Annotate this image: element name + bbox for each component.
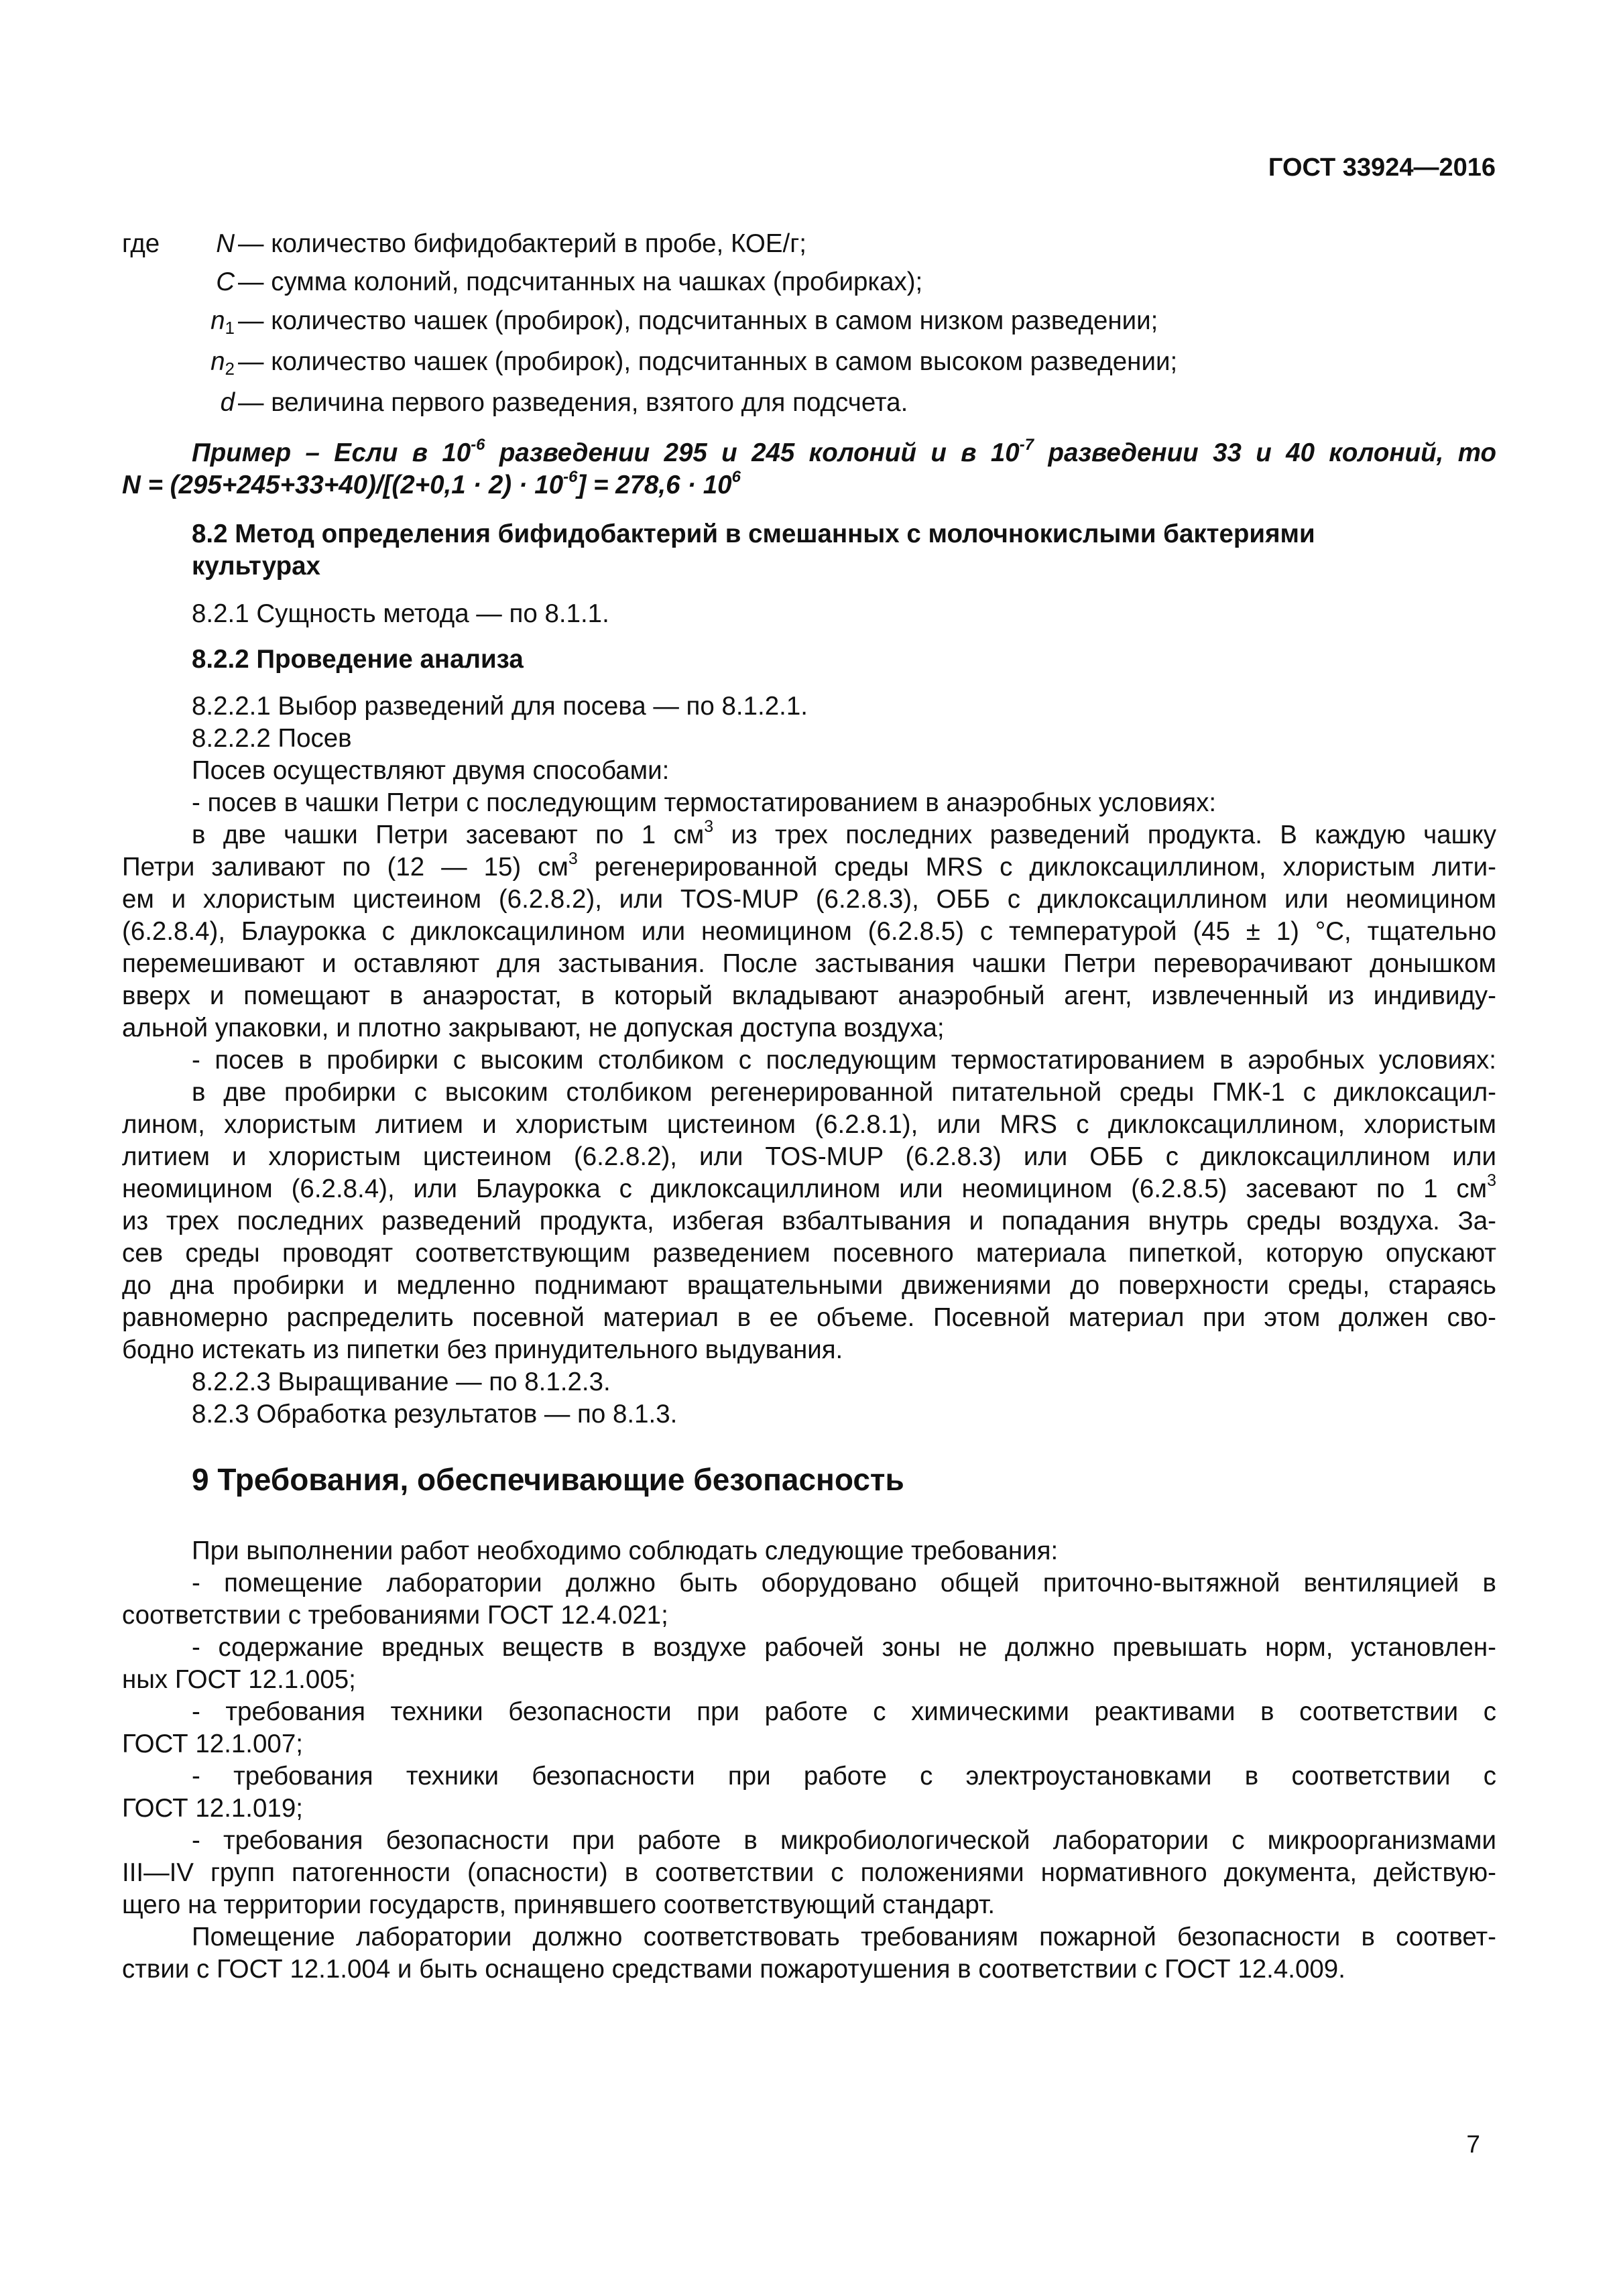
section-heading-continuation: культурах xyxy=(192,552,320,581)
legend-description: — сумма колоний, подсчитанных на чашках (пробирках); xyxy=(238,267,923,296)
section-heading: 9 Требования, обеспечивающие безопасность xyxy=(192,1462,904,1497)
list-item-continuation: соответствии с требованиями ГОСТ 12.4.021; xyxy=(122,1601,668,1630)
subsection-heading: 8.2.2 Проведение анализа xyxy=(192,645,524,674)
list-item-continuation: III—IV групп патогенности (опасности) в соответствии с положениями нормативного документа, действую- xyxy=(122,1858,1496,1887)
paragraph-line: Петри заливают по (12 — 15) $см^3$ регенерированной среды MRS с диклоксациллином, хлористым лити- xyxy=(122,849,1496,882)
legend-variable: $n_2$ xyxy=(211,347,235,379)
paragraph-line: ствии с ГОСТ 12.1.004 и быть оснащено средствами пожаротушения в соответствии с ГОСТ 12.4.009. xyxy=(122,1955,1345,1984)
legend-variable: N xyxy=(216,229,235,258)
list-item: - помещение лаборатории должно быть оборудовано общей приточно-вытяжной вентиляцией в xyxy=(192,1569,1496,1597)
legend-description: — величина первого разведения, взятого для подсчета. xyxy=(238,388,908,417)
list-item-continuation: щего на территории государств, принявшего соответствующий стандарт. xyxy=(122,1890,996,1919)
list-item: - посев в чашки Петри с последующим термостатированием в анаэробных условиях: xyxy=(192,788,1217,817)
legend-variable: d xyxy=(220,388,235,417)
paragraph-line: При выполнении работ необходимо соблюдать следующие требования: xyxy=(192,1536,1059,1565)
paragraph-line: сев среды проводят соответствующим разведением посевного материала пипеткой, которую опускают xyxy=(122,1239,1496,1268)
paragraph-line: литием и хлористым цистеином (6.2.8.2), или TOS-MUP (6.2.8.3) или ОББ с диклоксациллином или xyxy=(122,1142,1496,1171)
paragraph-line: (6.2.8.4), Блаурокка с диклоксацилином или неомицином (6.2.8.5) с температурой (45 ± 1) °С, тщательно xyxy=(122,917,1496,946)
list-item-continuation: ГОСТ 12.1.007; xyxy=(122,1730,303,1758)
example-formula: $N = (295+245+33+40)/[(2+0,1 \cdot 2) \cdot 10^{-6}] = 278,6 \cdot 10^6$ xyxy=(122,468,741,499)
list-item: - посев в пробирки с высоким столбиком с последующим термостатированием в аэробных условиях: xyxy=(192,1046,1496,1075)
list-item: - содержание вредных веществ в воздухе рабочей зоны не должно превышать норм, установлен- xyxy=(192,1633,1496,1662)
section-heading: 8.2 Метод определения бифидобактерий в смешанных с молочнокислыми бактериями xyxy=(192,520,1315,548)
paragraph-line: вверх и помещают в анаэростат, в который вкладывают анаэробный агент, извлеченный из индивиду- xyxy=(122,981,1496,1010)
subsection-8-2-1: 8.2.1 Сущность метода — по 8.1.1. xyxy=(192,599,609,628)
list-item: - требования техники безопасности при работе с электроустановками в соответствии с xyxy=(192,1762,1496,1791)
paragraph-line: равномерно распределить посевной материал в ее объеме. Посевной материал при этом должен сво- xyxy=(122,1303,1496,1332)
clause-8-2-2-3: 8.2.2.3 Выращивание — по 8.1.2.3. xyxy=(192,1368,611,1396)
paragraph-line: из трех последних разведений продукта, избегая взбалтывания и попадания внутрь среды воздуха. За- xyxy=(122,1207,1496,1235)
clause-8-2-2-1: 8.2.2.1 Выбор разведений для посева — по 8.1.2.1. xyxy=(192,692,808,721)
clause-8-2-2-2: 8.2.2.2 Посев xyxy=(192,724,352,753)
paragraph-line: лином, хлористым литием и хлористым цистеином (6.2.8.1), или MRS с диклоксациллином, хлористым xyxy=(122,1110,1496,1139)
paragraph-line: неомицином (6.2.8.4), или Блаурокка с диклоксациллином или неомицином (6.2.8.5) засевают по 1 $см^3$ xyxy=(122,1171,1496,1203)
legend-prefix: где xyxy=(122,229,160,258)
list-item: - требования безопасности при работе в микробиологической лаборатории с микроорганизмами xyxy=(192,1826,1496,1855)
list-item: - требования техники безопасности при работе с химическими реактивами в соответствии с xyxy=(192,1697,1496,1726)
example-line: Пример – Если в $10^{-6}$ разведении 295 и 245 колоний и в $10^{-7}$ разведении 33 и 40 колоний, то xyxy=(192,436,1496,467)
list-item-continuation: ных ГОСТ 12.1.005; xyxy=(122,1665,356,1694)
legend-description: — количество чашек (пробирок), подсчитанных в самом высоком разведении; xyxy=(238,347,1178,376)
paragraph-line: альной упаковки, и плотно закрывают, не допуская доступа воздуха; xyxy=(122,1014,945,1042)
legend-description: — количество чашек (пробирок), подсчитанных в самом низком разведении; xyxy=(238,306,1158,335)
paragraph-line: Помещение лаборатории должно соответствовать требованиям пожарной безопасности в соответ- xyxy=(192,1923,1496,1951)
subsection-8-2-3: 8.2.3 Обработка результатов — по 8.1.3. xyxy=(192,1400,678,1429)
paragraph-line: Посев осуществляют двумя способами: xyxy=(192,756,670,785)
legend-variable: $n_1$ xyxy=(211,306,235,338)
legend-description: — количество бифидобактерий в пробе, КОЕ/г; xyxy=(238,229,806,258)
paragraph-line: перемешивают и оставляют для застывания. После застывания чашки Петри переворачивают донышком xyxy=(122,949,1496,978)
paragraph-line: в две чашки Петри засевают по 1 $см^3$ из трех последних разведений продукта. В каждую чашку xyxy=(192,817,1497,849)
paragraph-line: ем и хлористым цистеином (6.2.8.2), или TOS-MUP (6.2.8.3), ОББ с диклоксациллином или неомицином xyxy=(122,885,1496,914)
paragraph-line: бодно истекать из пипетки без принудительного выдувания. xyxy=(122,1335,843,1364)
paragraph-line: в две пробирки с высоким столбиком регенерированной питательной среды ГМК-1 с диклоксацил- xyxy=(192,1078,1496,1107)
paragraph-line: до дна пробирки и медленно поднимают вращательными движениями до поверхности среды, стараясь xyxy=(122,1271,1496,1300)
document-header: ГОСТ 33924—2016 xyxy=(1268,154,1496,182)
page-number: 7 xyxy=(1466,2130,1480,2158)
list-item-continuation: ГОСТ 12.1.019; xyxy=(122,1794,303,1823)
legend-variable: C xyxy=(216,267,235,296)
